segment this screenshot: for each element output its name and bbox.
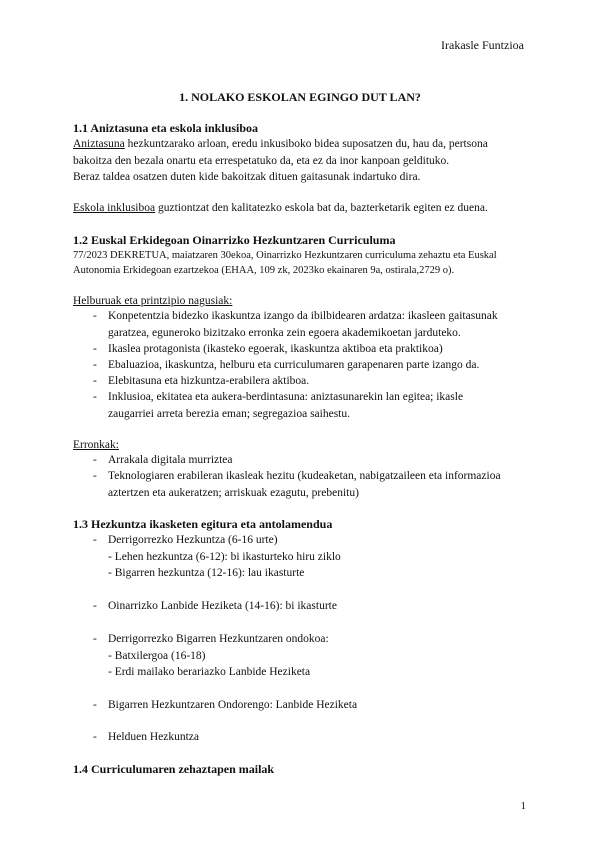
paragraph-eskola-inklusiboa: Eskola inklusiboa guztiontzat den kalitatezko eskola bat da, bazterketarik egiten ez duena. bbox=[73, 202, 488, 214]
bullet-icon: - bbox=[93, 391, 97, 403]
section-heading-1-1: 1.1 Aniztasuna eta eskola inklusiboa bbox=[73, 121, 259, 135]
list-item: Arrakala digitala murriztea bbox=[108, 454, 233, 466]
helburuak-label: Helburuak eta printzipio nagusiak: bbox=[73, 295, 233, 307]
list-item: Ikaslea protagonista (ikasteko egoerak, ikaskuntza aktiboa eta praktikoa) bbox=[108, 343, 443, 355]
bullet-icon: - bbox=[93, 310, 97, 322]
section-heading-1-4: 1.4 Curriculumaren zehaztapen mailak bbox=[73, 762, 275, 776]
section-heading-1-2: 1.2 Euskal Erkidegoan Oinarrizko Hezkuntzaren Curriculuma bbox=[73, 233, 396, 247]
page-number: 1 bbox=[520, 800, 526, 812]
list-item: Helduen Hezkuntza bbox=[108, 731, 200, 743]
term-aniztasuna: Aniztasuna bbox=[73, 138, 125, 150]
paragraph-aniztasuna: Aniztasuna hezkuntzarako arloan, eredu inkusiboko bidea suposatzen du, hau da, pertsona bakoitza den bezala onartu eta errespetatuko da, eta ez da inor kanpoan geldituko. Beraz taldea osatzen duten kide bakoitzak dituen gaitasunak indartuko dira. bbox=[73, 138, 488, 183]
list-item: Bigarren Hezkuntzaren Ondorengo: Lanbide Heziketa bbox=[108, 699, 358, 711]
list-item: Konpetentzia bidezko ikaskuntza izango da ibilbidearen ardatza: ikasleen gaitasunak garatzea, eguneroko bizitzako erronka zein egoera akademikoetan jarduteko. bbox=[108, 310, 498, 339]
bullet-icon: - bbox=[93, 699, 97, 711]
bullet-icon: - bbox=[93, 359, 97, 371]
decree-reference: 77/2023 DEKRETUA, maiatzaren 30ekoa, Oinarrizko Hezkuntzaren curriculuma zehaztu eta Euskal Autonomia Erkidegoan ezartzekoa (EHAA, 109 zk, 2023ko ekainaren 9a, ostirala,2729 o). bbox=[73, 250, 497, 276]
section-heading-1-3: 1.3 Hezkuntza ikasketen egitura eta antolamendua bbox=[73, 517, 333, 531]
bullet-icon: - bbox=[93, 343, 97, 355]
page-title: 1. NOLAKO ESKOLAN EGINGO DUT LAN? bbox=[179, 90, 421, 104]
bullet-icon: - bbox=[93, 600, 97, 612]
bullet-icon: - bbox=[93, 534, 97, 546]
list-item: Derrigorrezko Bigarren Hezkuntzaren ondokoa: - Batxilergoa (16-18) - Erdi mailako berariazko Lanbide Heziketa bbox=[108, 633, 329, 678]
bullet-icon: - bbox=[93, 633, 97, 645]
list-item: Derrigorrezko Hezkuntza (6-16 urte) - Lehen hezkuntza (6-12): bi ikasturteko hiru ziklo - Bigarren hezkuntza (12-16): lau ikasturte bbox=[108, 534, 341, 579]
bullet-icon: - bbox=[93, 470, 97, 482]
list-item: Oinarrizko Lanbide Heziketa (14-16): bi ikasturte bbox=[108, 600, 337, 612]
bullet-icon: - bbox=[93, 375, 97, 387]
erronkak-label: Erronkak: bbox=[73, 439, 119, 451]
bullet-icon: - bbox=[93, 731, 97, 743]
header-text: Irakasle Funtzioa bbox=[441, 38, 524, 52]
bullet-icon: - bbox=[93, 454, 97, 466]
list-item: Elebitasuna eta hizkuntza-erabilera aktiboa. bbox=[108, 375, 310, 387]
term-eskola-inklusiboa: Eskola inklusiboa bbox=[73, 202, 156, 214]
list-item: Ebaluazioa, ikaskuntza, helburu eta curriculumaren garapenaren parte izango da. bbox=[108, 359, 480, 371]
list-item: Teknologiaren erabileran ikasleak hezitu (kudeaketan, nabigatzaileen eta informazioa aztertzen eta aukeratzen; arriskuak ezagutu, prebenitu) bbox=[108, 470, 501, 499]
list-item: Inklusioa, ekitatea eta aukera-berdintasuna: aniztasunarekin lan egitea; ikasle zaugarriei arreta berezia eman; segregazioa saihestu. bbox=[108, 391, 464, 420]
